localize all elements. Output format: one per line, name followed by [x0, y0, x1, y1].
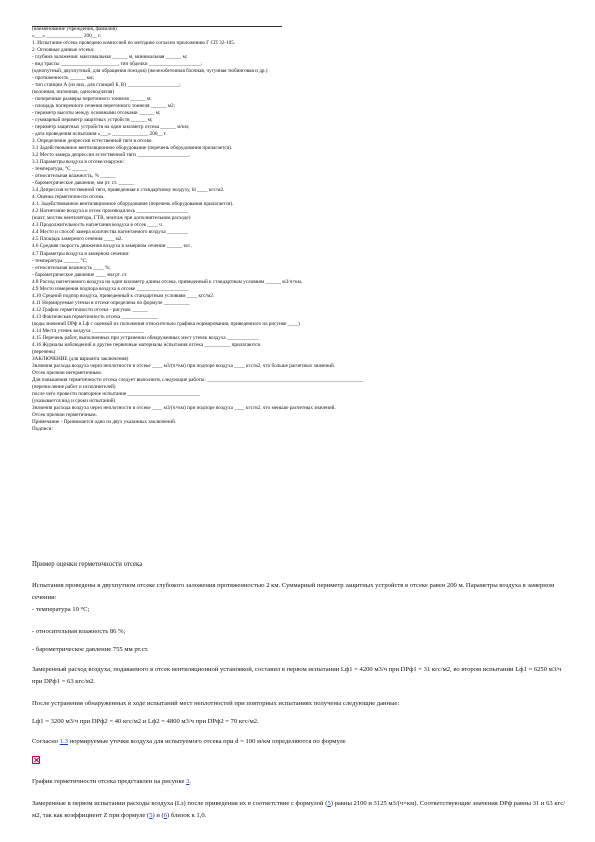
form-line: 4.6 Средняя скорость движения воздуха в замерном сечении ______ м/с. — [32, 243, 192, 250]
example-heading: Пример оценки герметичности отсека — [32, 561, 143, 568]
form-line: (наименование учреждения, фамилия) — [32, 26, 117, 32]
paragraph-figure-ref — [32, 776, 568, 788]
form-line: - температура, °С ______ — [32, 166, 88, 173]
form-line: 4.2 Нагнетание воздуха в отсек производилось ____________________ — [32, 208, 189, 215]
paragraph-repeat-values: Lф1 = 3200 м3/ч при DPф2 = 40 кгс/м2 и Lф2 = 4800 м3/ч при DPф2 = 70 кгс/м2. — [32, 718, 259, 725]
text-fragment: нормируемые утечки воздуха для испытуемого отсека при d = 100 м/км определяются по формуле — [67, 738, 346, 745]
form-line: - площадь поперечного сечения перегонного тоннеля ______ м2; — [32, 103, 176, 110]
form-line: (шахт, мостик вентилятора, ГТВ, монтаж при дополнительном расходе) — [32, 215, 191, 222]
form-line: 3.2 Место замера депрессии естественной тяги ____________________. — [32, 152, 191, 159]
form-line: 2. Основные данные отсека: — [32, 47, 95, 54]
form-line: (колонная, пилонная, односводчатая) — [32, 89, 115, 96]
text-fragment: ) и ( — [152, 812, 164, 819]
text-fragment: . — [189, 778, 192, 785]
form-line: 4.7 Параметры воздуха в замерном сечении: — [32, 250, 130, 257]
form-line: 4.4 Место и способ замера количества нагнетаемого воздуха ________ — [32, 229, 188, 236]
form-line: (однопутный, двухпутный, для обращения поездов) (железобетонная блочная, чугунная тюбинговая и др.) — [32, 68, 268, 75]
form-line: 4.16 Журналы наблюдений и другие первичные материалы испытания отсека __________ прилагаются. — [32, 341, 262, 348]
form-line: Примечание - Принимается одно из двух указанных заключений. — [32, 418, 177, 425]
form-line: 4.12 График герметичности отсека - рисунок ______ — [32, 306, 148, 313]
text-fragment: ) близок к 1,0. — [167, 812, 207, 819]
form-line: ЗАКЛЮЧЕНИЕ (для варианта заключения) — [32, 355, 129, 362]
form-line: 4.13 Фактическая герметичность отсека ______________ — [32, 313, 158, 320]
form-line: 4.8 Расход нагнетаемого воздуха на один километр длины отсека, приведенный к стандартным условиям ______ м3/ч×км. — [32, 278, 303, 285]
form-line: 4.3 Продолжительность нагнетания воздуха в отсек ____ ч. — [32, 222, 164, 229]
form-line: Отсек признан герметичным. — [32, 411, 97, 418]
form-line: 4.11 Нормируемые утечки в отсеке определена по формуле __________ — [32, 299, 190, 306]
form-line: Подписи: — [32, 425, 53, 432]
protocol-form — [32, 26, 572, 433]
form-line: Отсек признан негерметичным. — [32, 369, 102, 376]
form-line: - барометрическое давление ____ мм рт. ст. — [32, 271, 128, 278]
form-line: 3.4 Депрессия естественной тяги, приведенная к стандартному воздуху, hl ____ кгс/м2. — [32, 187, 225, 194]
paragraph-first-test: Замеренный расход воздуха, подаваемого в отсек вентиляционной установкой, составил в первом испытании Lф1 = 4200 м3/ч при DPф1 = 31 кгс/м2, во втором испытании Lф1 = 6250 м3/ч при DPф1 = 63 кгс/м2. — [32, 666, 562, 685]
text-fragment: Замеренные в первом испытании расходы воздуха (Lз) после приведения их в соответствие с формулой ( — [32, 800, 328, 807]
formula-link[interactable]: 5 — [327, 800, 331, 807]
figure-link[interactable]: 3 — [186, 778, 190, 785]
form-line: - протяженность ______ км; — [32, 75, 94, 82]
param-temperature: - температура 10 °С; — [32, 606, 90, 613]
form-line: 4.1. Задействованное вентиляционное оборудование (перечень оборудования прилагается). — [32, 201, 234, 208]
form-line: Значения расхода воздуха через неплотности в отсеке ____ м3/(ч×км) при подпоре воздуха ____ кгс/м2, что меньше расчетных значений. — [32, 404, 336, 411]
form-line: - периметр высоты между основными отсеками ______ м; — [32, 110, 161, 117]
form-line: (указывается вид и сроки испытаний) — [32, 397, 116, 404]
form-line: 3. Определение депрессии естественной тяги в отсеке. — [32, 138, 153, 145]
form-line: - дата проведения испытания «___» ______________ 200__ г. — [32, 131, 167, 138]
form-line: - глубина заложения: максимальная ______ м, минимальная ______ м; — [32, 54, 188, 61]
text-fragment: Согласно — [32, 738, 60, 745]
form-line: - тип станции А (из них, для станций Б, В) ____________________; — [32, 82, 181, 89]
param-pressure: - барометрическое давление 755 мм рт.ст. — [32, 646, 149, 653]
form-line: (перечисление работ и исполнителей) — [32, 383, 116, 390]
form-line: (коды значений DPф и Lф с оценкой их положения относительно графика нормирования, приведенного на рисунке ____) — [32, 320, 300, 327]
form-line: «___» ______________ 200__ г. — [32, 33, 101, 40]
form-line: 4.9 Место измерения подпора воздуха в отсеке ____________________ — [32, 285, 189, 292]
paragraph-formula-ref — [32, 736, 568, 748]
formula-link[interactable]: 5 — [149, 812, 153, 819]
form-line: 4.10 Средний подпор воздуха, приведенный к стандартным условиям ____ кгс/м2. — [32, 292, 215, 299]
broken-image-icon — [32, 756, 40, 764]
form-line: 4.5 Площадь замерного сечения ____ м2. — [32, 236, 123, 243]
form-line: Значения расхода воздуха через неплотности в отсеке ____ м3/(ч×км) при подпоре воздуха ____ кгс/м2, что больше расчетных значений. — [32, 362, 336, 369]
example-intro — [32, 580, 568, 604]
form-line: - температура ______ °С; — [32, 257, 88, 264]
form-line: (перечень) — [32, 348, 56, 355]
form-line: после чего провести повторное испытание ____________________________ — [32, 390, 201, 397]
paragraph-conditions: Испытания проведены в двухпутном отсеке глубокого заложения протяженностью 2 км. Суммарный периметр защитных устройств в отсеке равен 200 м. Параметры воздуха в замерном сечении: — [32, 582, 555, 601]
form-line: 4.15 Перечень работ, выполненных при устранении обнаруженных мест утечек воздуха ____________ — [32, 334, 259, 341]
param-humidity: - относительная влажность 86 %; — [32, 628, 126, 635]
text-fragment: ) равны 2100 и 3125 м3/(ч×км). Соответствующие значения DPф равны 31 и 63 кгс/м2, так как коэффициент Z при формуле ( — [32, 800, 566, 819]
form-line: 3.1 Задействованное вентиляционное оборудование (перечень оборудования прилагается). — [32, 145, 233, 152]
form-line: 4.14 Места утечек воздуха ____________________ — [32, 327, 144, 334]
form-line: - барометрическое давление, мм рт. ст. ______ — [32, 180, 135, 187]
text-fragment: График герметичности отсека представлен на рисунке — [32, 778, 187, 785]
form-line: - относительная влажность ____ %; — [32, 264, 111, 271]
form-line: - поперечные размеры перегонного тоннеля ______ м; — [32, 96, 152, 103]
form-line: 3.3 Параметры воздуха в отсеке/снаружи: — [32, 159, 124, 166]
form-line: - периметр защитных устройств на один километр отсека ______ м/км; — [32, 124, 190, 131]
form-line: 4. Оценка герметичности отсека. — [32, 194, 105, 201]
formula-link[interactable]: 6 — [163, 812, 168, 819]
form-line: 1. Испытание отсека проведено комиссией по методике согласно приложению Г СП 32-105. — [32, 40, 236, 47]
form-line: - относительная влажность, % ______ — [32, 173, 116, 180]
form-line: Для повышения герметичности отсека следует выполнить следующие работы: ____________________________________________________________ — [32, 376, 363, 383]
paragraph-repeat-test: После устранения обнаруженных в ходе испытаний мест неплотностей при повторных испытаниях получены следующие данные: — [32, 700, 400, 707]
form-line: - суммарный периметр защитных устройств ______ м; — [32, 117, 153, 124]
paragraph-results — [32, 798, 568, 822]
form-line: - вид трассы ______________________, тип обделки ____________________; — [32, 61, 203, 68]
section-link[interactable]: 1.3 — [59, 738, 68, 745]
